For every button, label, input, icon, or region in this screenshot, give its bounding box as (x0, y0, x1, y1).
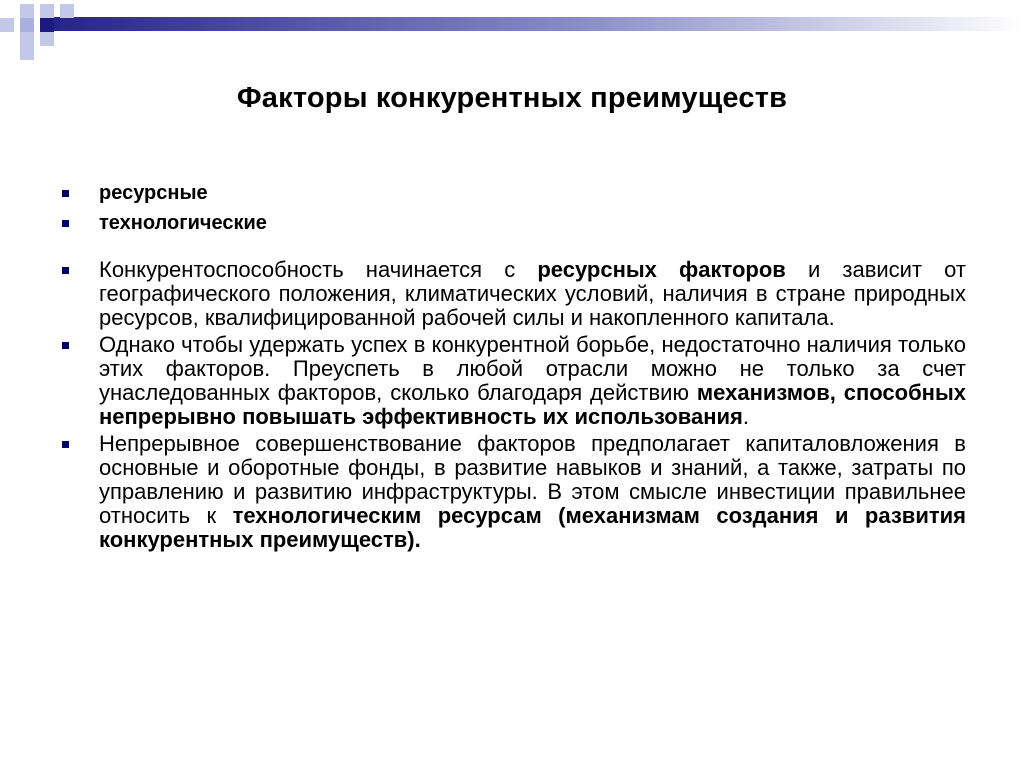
paragraph-bold: ресурсных факторов (537, 257, 786, 282)
bullet-item-technological (62, 210, 966, 236)
bullet-item-resources (62, 180, 966, 206)
header-square (20, 18, 34, 32)
bullet-text: технологические (99, 212, 267, 234)
bullet-marker-icon (62, 342, 69, 349)
paragraph-text: Конкурентоспособность начинается с (99, 257, 538, 282)
bullet-paragraph-2 (62, 333, 966, 429)
header-decoration (0, 0, 1024, 70)
header-square (40, 32, 54, 46)
paragraph-text: и зависит от географического положения, климатических условий, наличия в стране природных ресурсов, квалифицированной рабочей силы и накопленного капитала. (99, 257, 966, 330)
header-square (20, 32, 34, 46)
paragraph-bold: механизмов, способных непрерывно повышать эффективность их использования (99, 380, 966, 429)
bullet-marker-icon (62, 190, 69, 197)
bullet-list (62, 180, 966, 552)
header-square (20, 46, 34, 60)
paragraph-text: . (742, 404, 749, 429)
slide-title: Факторы конкурентных преимуществ (236, 82, 788, 114)
bullet-marker-icon (62, 220, 69, 227)
bullet-marker-icon (62, 267, 69, 274)
header-gradient-bar (52, 17, 1024, 31)
paragraph-text: Однако чтобы удержать успех в конкурентной борьбе, недостаточно наличия только этих факторов. Преуспеть в любой отрасли можно не только за счет унаследованных факторов, сколько благодаря действию (99, 332, 966, 405)
header-square (40, 4, 54, 18)
bullet-text: ресурсные (99, 182, 208, 204)
bullet-marker-icon (62, 441, 69, 448)
bullet-paragraph-3 (62, 432, 966, 552)
header-square (20, 4, 34, 18)
bullet-paragraph-1 (62, 258, 966, 330)
header-square (60, 4, 74, 18)
header-square (0, 18, 14, 32)
paragraph-text: Непрерывное совершенствование факторов предполагает капиталовложения в основные и оборотные фонды, в развитие навыков и знаний, а также, затраты по управлению и развитию инфраструктуры. В этом смысле инвестиции правильнее относить к (99, 431, 966, 528)
header-square (40, 18, 54, 32)
paragraph-bold: технологическим ресурсам (механизмам создания и развития конкурентных преимуществ). (99, 503, 966, 552)
